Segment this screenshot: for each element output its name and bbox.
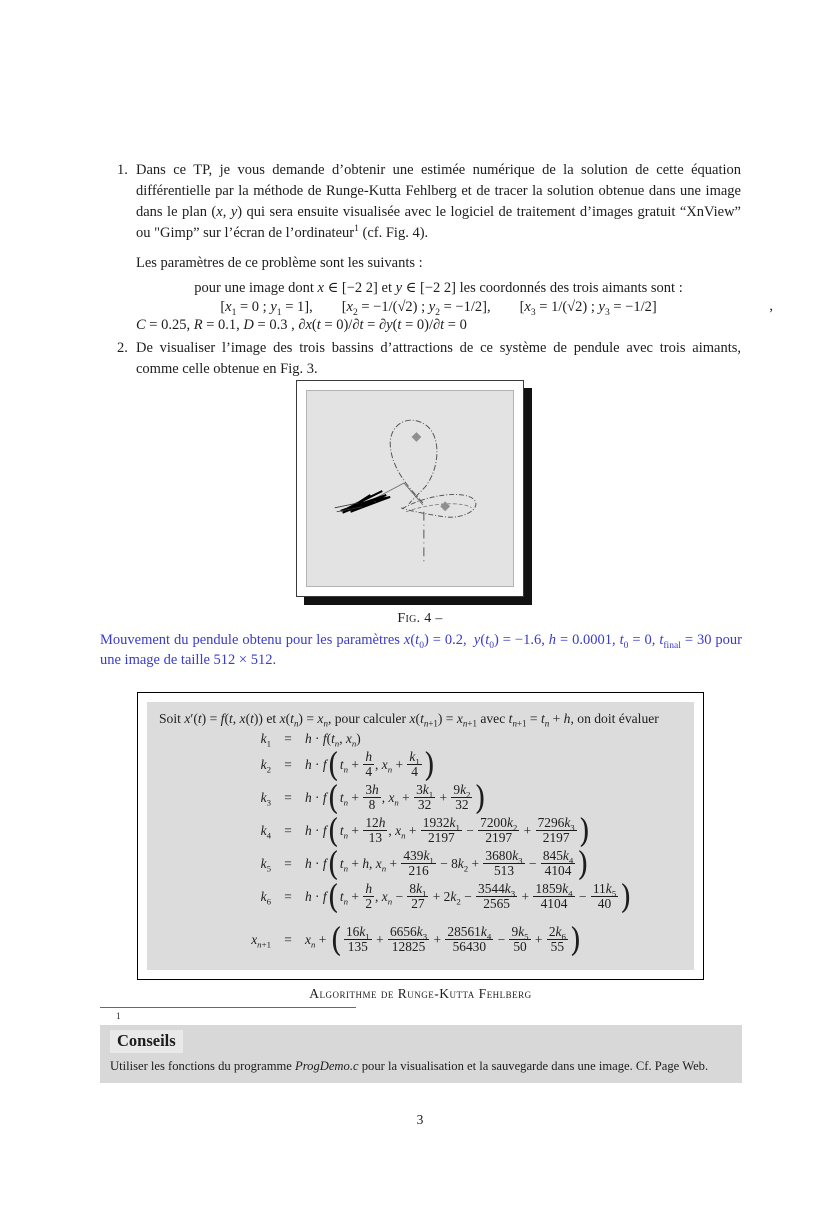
conseils-box	[100, 1025, 742, 1083]
magnet-dot-top	[412, 432, 422, 442]
equation-row: $k_1$ = $h \cdot f(t_n$, $x_n$)	[260, 731, 361, 749]
trajectory-loop-right	[401, 494, 476, 517]
params-line-2: [$x_1 = 0$ ; $y_1 = 1$], [$x_2 = -1/(√2)$ ; $y_2 = -1/2$], [$x_3 = 1/(√2)$ ; $y_3 = -1/2$]	[220, 298, 657, 318]
equation-row: $k_6$ = h · f ( $t_n$ + $\frac{h}{2}$ , $x_n$ − $\frac{8k_1}{27}$ + $2k_2$ − $\frac{3544k_3}{2565}$ + $\frac{1859k_4}{4104}$ − $\frac{11k_5}{40}$ )	[260, 877, 632, 916]
figure-label: Fig. 4 –	[397, 611, 443, 626]
list-item-1	[117, 160, 773, 335]
equation-row: $k_2$ = h · f ( $t_n$ + $\frac{h}{4}$ , $x_n$ + $\frac{k_1}{4}$ )	[260, 745, 436, 784]
list-item-2	[117, 338, 741, 380]
paragraph-bassins: De visualiser l’image des trois bassins d’attractions de ce système de pendule avec trois aimants, comme celle obtenue en Fig. 3.	[136, 340, 741, 377]
equation-row: $k_4$ = h · f ( $t_n$ + $\frac{12h}{13}$ , $x_n$ + $\frac{1932k_1}{2197}$ − $\frac{7200k_2}{2197}$ + $\frac{7296k_3}{2197}$ )	[260, 811, 591, 850]
magnet-dot-right	[440, 501, 450, 511]
footnote-rule	[100, 1007, 356, 1008]
algorithm-intro: Soit x′(t) = f(t, x(t)) et $x(t_n) = x_n$, pour calculer $x(t_{n+1}) = x_{n+1}$ avec $t_{n+1} = t_n + h$, on doit évaluer	[159, 711, 659, 729]
equation-row: $k_3$ = h · f ( $t_n$ + $\frac{3h}{8}$ , $x_n$ + $\frac{3k_1}{32}$ + $\frac{9k_2}{32}$ )	[260, 778, 486, 817]
pendulum-trajectory-svg	[307, 391, 513, 586]
params-trailing-comma: ,	[769, 298, 773, 314]
algorithm-outer-box	[137, 692, 704, 980]
figure-caption: Mouvement du pendule obtenu pour les paramètres $x(t_0) = 0.2$, $y(t_0) = -1.6$, h = 0.0001, $t_0 = 0$, $t_{final} = 30$ pour une image de taille 512 × 512.	[100, 632, 743, 668]
conseils-text: Utiliser les fonctions du programme ProgDemo.c pour la visualisation et la sauvegarde dans une image. Cf. Page Web.	[110, 1059, 709, 1073]
figure-frame	[296, 380, 524, 597]
conseils-title: Conseils	[110, 1030, 183, 1053]
params-line-3: C = 0.25, R = 0.1, D = 0.3 , ∂x(t = 0)/∂t = ∂y(t = 0)/∂t = 0	[136, 317, 467, 333]
footnote-mark: 1	[116, 1011, 121, 1021]
list-item-body	[136, 338, 741, 380]
equation-row: $x_{n+1}$ = $x_n$ + ( $\frac{16k_1}{135}$ + $\frac{6656k_3}{12825}$ + $\frac{28561k_4}{56430}$ − $\frac{9k_5}{50}$ + $\frac{2k_6}{55}$ )	[251, 920, 582, 959]
algorithm-caption: Algorithme de Runge-Kutta Fehlberg	[309, 985, 532, 1001]
page-number: 3	[416, 1112, 424, 1127]
list-marker: 1.	[117, 162, 128, 178]
pendulum-trajectory-figure	[306, 390, 514, 587]
equation-row: $k_5$ = h · f ( $t_n + h$, $x_n$ + $\frac{439k_1}{216}$ − $8k_2$ + $\frac{3680k_3}{513}$ − $\frac{845k_4}{4104}$ )	[260, 844, 589, 883]
params-intro: Les paramètres de ce problème sont les suivants :	[136, 255, 423, 271]
equation-list	[159, 731, 682, 959]
paragraph-intro-tp: Dans ce TP, je vous demande d’obtenir une estimée numérique de la solution de cette équation différentielle par la méthode de Runge-Kutta Fehlberg et de tracer la solution obtenue dans une image dans le plan (x, y) qui sera ensuite visualisée avec le logiciel de traitement d’images gratuit “XnView” ou "Gimp” sur l’écran de l’ordinateur$^1$ (cf. Fig. 4).	[136, 162, 741, 241]
algorithm-section	[137, 692, 704, 1002]
list-marker: 2.	[117, 340, 128, 356]
trajectory-loop-top	[390, 420, 437, 504]
list-item-body	[136, 160, 773, 335]
algorithm-inner-box	[147, 702, 694, 970]
trajectory-loop-right-inner	[406, 504, 471, 512]
params-line-1: pour une image dont x ∈ [−2 2] et y ∈ [−2 2] les coordonnés des trois aimants sont :	[194, 280, 683, 296]
params-block	[136, 279, 773, 335]
